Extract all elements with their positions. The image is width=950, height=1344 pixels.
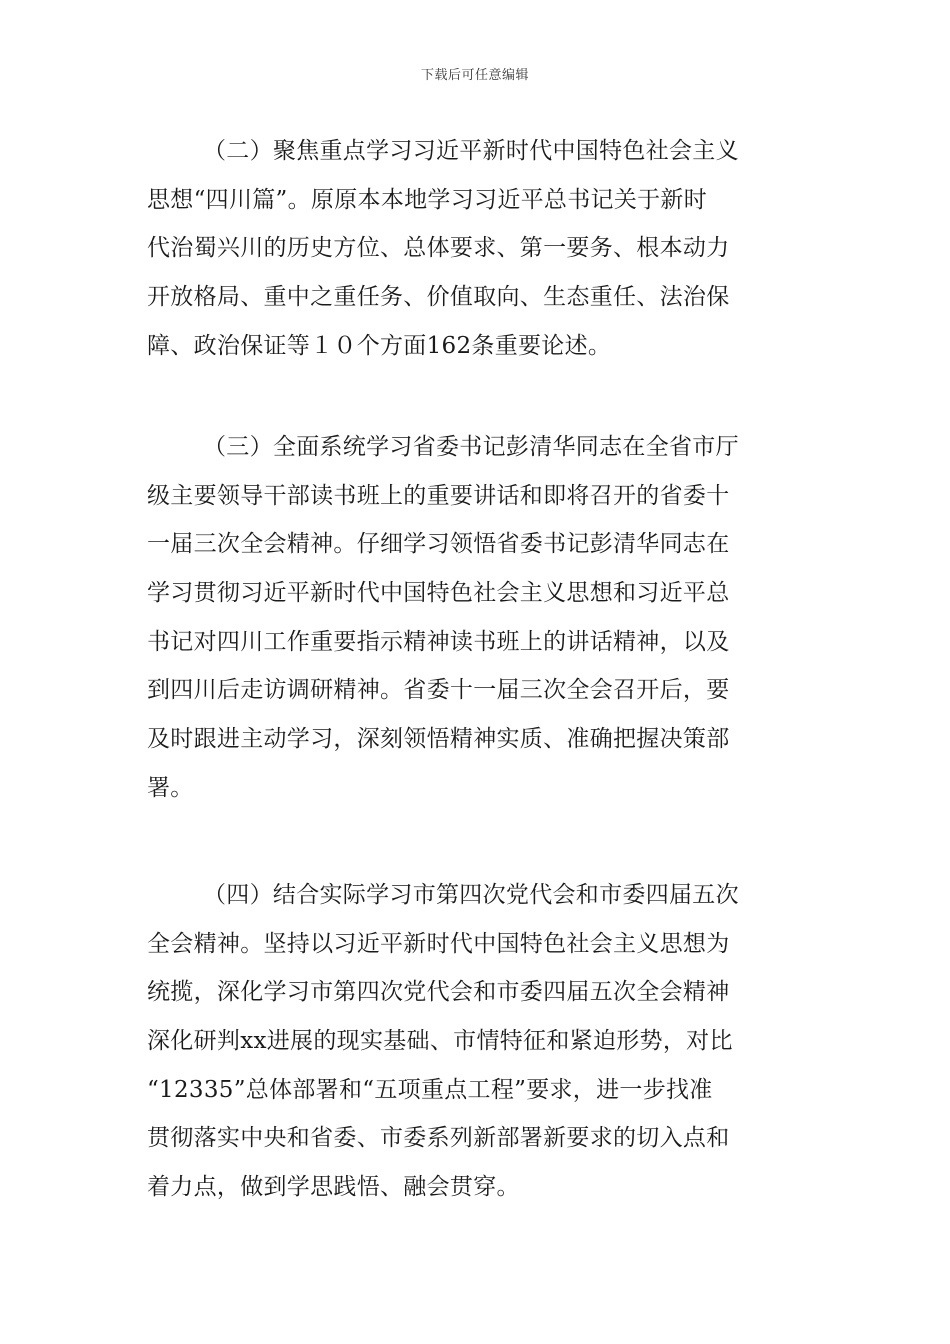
paragraph-line: （二）聚焦重点学习习近平新时代中国特色社会主义 <box>203 138 739 164</box>
paragraph-line: 级主要领导干部读书班上的重要讲话和即将召开的省委十 <box>147 482 730 509</box>
paragraph-line: 署。 <box>147 774 194 801</box>
paragraph-line: （四）结合实际学习市第四次党代会和市委四届五次 <box>203 882 739 908</box>
paragraph-line: “12335”总体部署和“五项重点工程”要求，进一步找准 <box>147 1076 713 1103</box>
paragraph-line: 到四川后走访调研精神。省委十一届三次全会召开后，要 <box>147 677 730 704</box>
paragraph-line: 一届三次全会精神。仔细学习领悟省委书记彭清华同志在 <box>147 531 730 558</box>
paragraph-section-3 <box>147 423 807 813</box>
paragraph-line: 学习贯彻习近平新时代中国特色社会主义思想和习近平总 <box>147 580 730 607</box>
paragraph-line: 代治蜀兴川的历史方位、总体要求、第一要务、根本动力 <box>147 235 730 262</box>
paragraph-line: 开放格局、重中之重任务、价值取向、生态重任、法治保 <box>147 284 730 311</box>
paragraph-line: 障、政治保证等１０个方面162条重要论述。 <box>147 332 612 359</box>
paragraph-line: 深化研判xx进展的现实基础、市情特征和紧迫形势，对比 <box>147 1028 733 1055</box>
paragraph-section-2 <box>147 127 807 370</box>
paragraph-section-4 <box>147 871 807 1212</box>
page-header: 下载后可任意编辑 <box>420 68 529 83</box>
paragraph-line: 着力点，做到学思践悟、融会贯穿。 <box>147 1174 520 1201</box>
paragraph-line: 全会精神。坚持以习近平新时代中国特色社会主义思想为 <box>147 930 730 957</box>
paragraph-line: 及时跟进主动学习，深刻领悟精神实质、准确把握决策部 <box>147 726 730 753</box>
paragraph-line: 统揽，深化学习市第四次党代会和市委四届五次全会精神 <box>147 979 730 1006</box>
paragraph-line: （三）全面系统学习省委书记彭清华同志在全省市厅 <box>203 434 739 460</box>
paragraph-line: 贯彻落实中央和省委、市委系列新部署新要求的切入点和 <box>147 1125 730 1152</box>
paragraph-line: 书记对四川工作重要指示精神读书班上的讲话精神，以及 <box>147 628 730 655</box>
paragraph-line: 思想“四川篇”。原原本本地学习习近平总书记关于新时 <box>147 186 708 213</box>
